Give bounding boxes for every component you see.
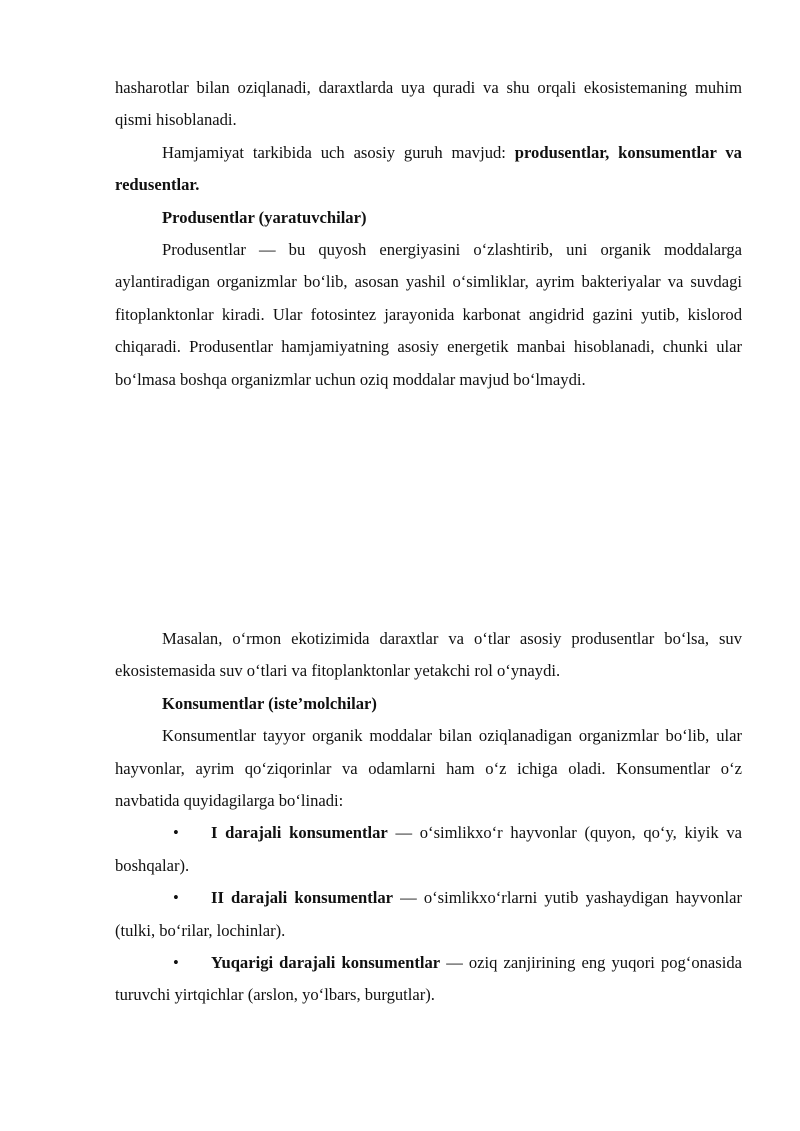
bullet-icon: • [173, 953, 179, 973]
paragraph-intro: hasharotlar bilan oziqlanadi, daraxtlarda uya quradi va shu orqali ekosistemaning muhim qismi hisoblanadi. [115, 78, 742, 130]
groups-text: Hamjamiyat tarkibida uch asosiy guruh mavjud: [162, 142, 515, 162]
heading-konsumentlar: Konsumentlar (iste’molchilar) [162, 693, 377, 713]
list-item-bold: I darajali konsumentlar [211, 823, 388, 843]
paragraph-groups [115, 137, 742, 202]
list-item-bold: Yuqarigi darajali konsumentlar [211, 953, 441, 973]
bottom-section [115, 623, 742, 1012]
bullet-icon: • [173, 888, 179, 908]
bullet-icon: • [173, 823, 179, 843]
list-item [115, 817, 742, 882]
list-item [115, 947, 742, 1012]
heading-produsentlar: Produsentlar (yaratuvchilar) [162, 207, 367, 227]
list-item-text: — o‘simlikxo‘rlarni yutib yashaydigan hayvonlar (tulki, bo‘rilar, lochinlar). [115, 888, 742, 940]
top-section [115, 72, 742, 396]
paragraph-example: Masalan, o‘rmon ekotizimida daraxtlar va o‘tlar asosiy produsentlar bo‘lsa, suv ekosistemasida suv o‘tlari va fitoplanktonlar yetakchi rol o‘ynaydi. [115, 629, 742, 681]
list-item-text: — o‘simlikxo‘r hayvonlar (quyon, qo‘y, kiyik va boshqalar). [115, 823, 742, 875]
list-item [115, 882, 742, 947]
groups-bold: produsentlar, konsumentlar va redusentlar. [115, 142, 742, 195]
paragraph-produsentlar: Produsentlar — bu quyosh energiyasini o‘zlashtirib, uni organik moddalarga aylantiradigan organizmlar bo‘lib, asosan yashil o‘simliklar, ayrim bakteriyalar va suvdagi fitoplanktonlar kiradi. Ular fotosintez jarayonida karbonat angidrid gazini yutib, kislorod chiqaradi. Produsentlar hamjamiyatning asosiy energetik manbai hisoblanadi, chunki ular bo‘lmasa boshqa organizmlar uchun oziq moddalar mavjud bo‘lmaydi. [115, 240, 742, 389]
list-item-text: — oziq zanjirining eng yuqori pog‘onasida turuvchi yirtqichlar (arslon, yo‘lbars, burgutlar). [115, 953, 743, 1005]
list-item-bold: II darajali konsumentlar [211, 888, 394, 908]
paragraph-konsumentlar: Konsumentlar tayyor organik moddalar bilan oziqlanadigan organizmlar bo‘lib, ular hayvonlar, ayrim qo‘ziqorinlar va odamlarni ham o‘z ichiga oladi. Konsumentlar o‘z navbatida quyidagilarga bo‘linadi: [115, 726, 742, 811]
